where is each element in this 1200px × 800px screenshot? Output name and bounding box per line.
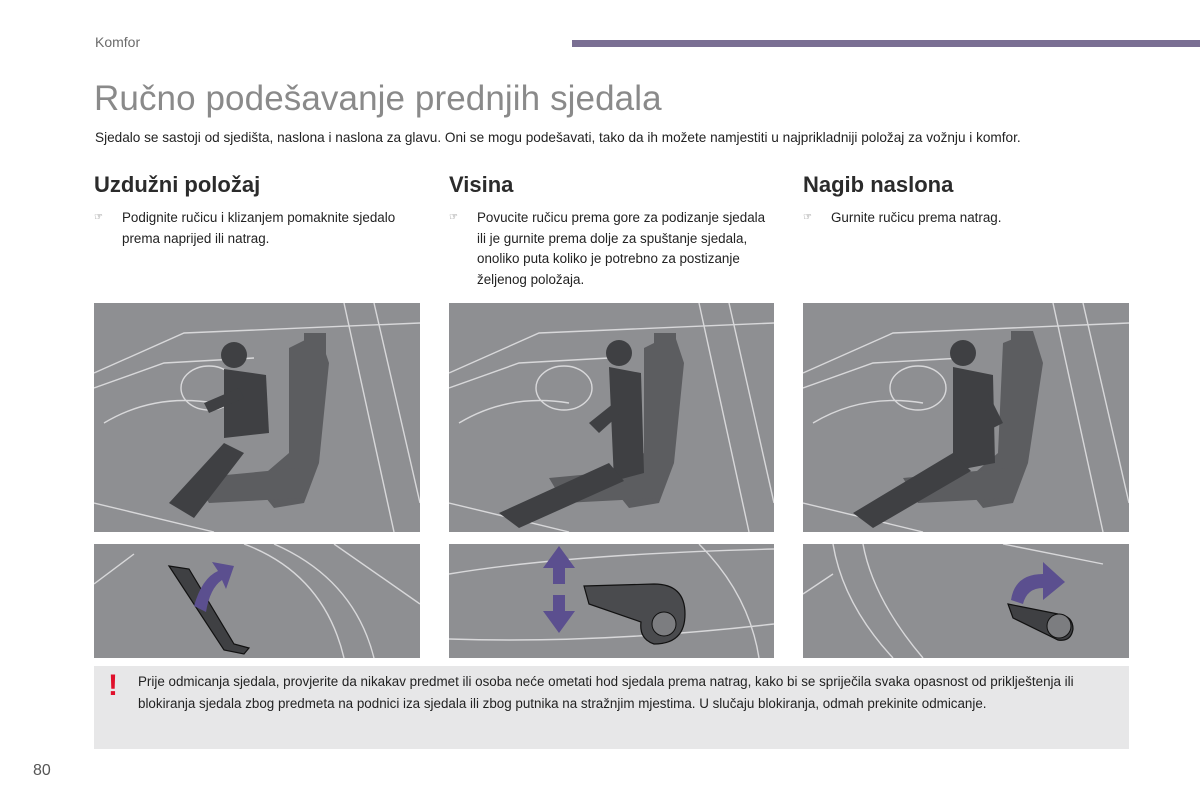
warning-box [94, 666, 1129, 749]
header-accent-bar [572, 40, 1200, 47]
instruction-item [94, 208, 414, 249]
instruction-text: Gurnite ručicu prema natrag. [831, 210, 1002, 225]
lever-detail-recline [803, 544, 1129, 658]
section-label: Komfor [95, 34, 141, 50]
lever-detail-height [449, 544, 774, 658]
page-title: Ručno podešavanje prednjih sjedala [94, 79, 662, 118]
instruction-item [449, 208, 769, 290]
pointing-hand-icon: ☞ [449, 212, 458, 223]
column-heading: Nagib naslona [803, 172, 954, 197]
pointing-hand-icon: ☞ [803, 212, 812, 223]
warning-text: Prije odmicanja sjedala, provjerite da nikakav predmet ili osoba neće ometati hod sjedala prema natrag, kako bi se spriječila svaka opasnost od priklještenja ili blokiranja sjedala zbog predmeta na podnici iza sjedala ili zbog putnika na stražnjim mjestima. U slučaju blokiranja, odmah prekinite odmicanje. [138, 674, 1074, 711]
column-heading: Uzdužni položaj [94, 172, 261, 197]
seat-illustration-longitudinal [94, 303, 420, 532]
seat-illustration-height [449, 303, 774, 532]
column-heading: Visina [449, 172, 514, 197]
instruction-text: Podignite ručicu i klizanjem pomaknite sjedalo prema naprijed ili natrag. [122, 210, 396, 246]
exclamation-icon: ! [108, 669, 118, 702]
instruction-item [803, 208, 1123, 229]
lever-detail-longitudinal [94, 544, 420, 658]
column-height [449, 172, 769, 290]
intro-text: Sjedalo se sastoji od sjedišta, naslona i naslona za glavu. Oni se mogu podešavati, tako da ih možete namjestiti u najprikladniji položaj za vožnju i komfor. [95, 130, 1021, 145]
pointing-hand-icon: ☞ [94, 212, 103, 223]
instruction-text: Povucite ručicu prema gore za podizanje sjedala ili je gurnite prema dolje za spuštanje sjedala, onoliko puta koliko je potrebno za postizanje željenog položaja. [477, 210, 766, 287]
column-recline [803, 172, 1123, 229]
arrow-icon [1011, 562, 1065, 604]
column-longitudinal [94, 172, 414, 249]
seat-illustration-recline [803, 303, 1129, 532]
page-number: 80 [33, 762, 51, 779]
